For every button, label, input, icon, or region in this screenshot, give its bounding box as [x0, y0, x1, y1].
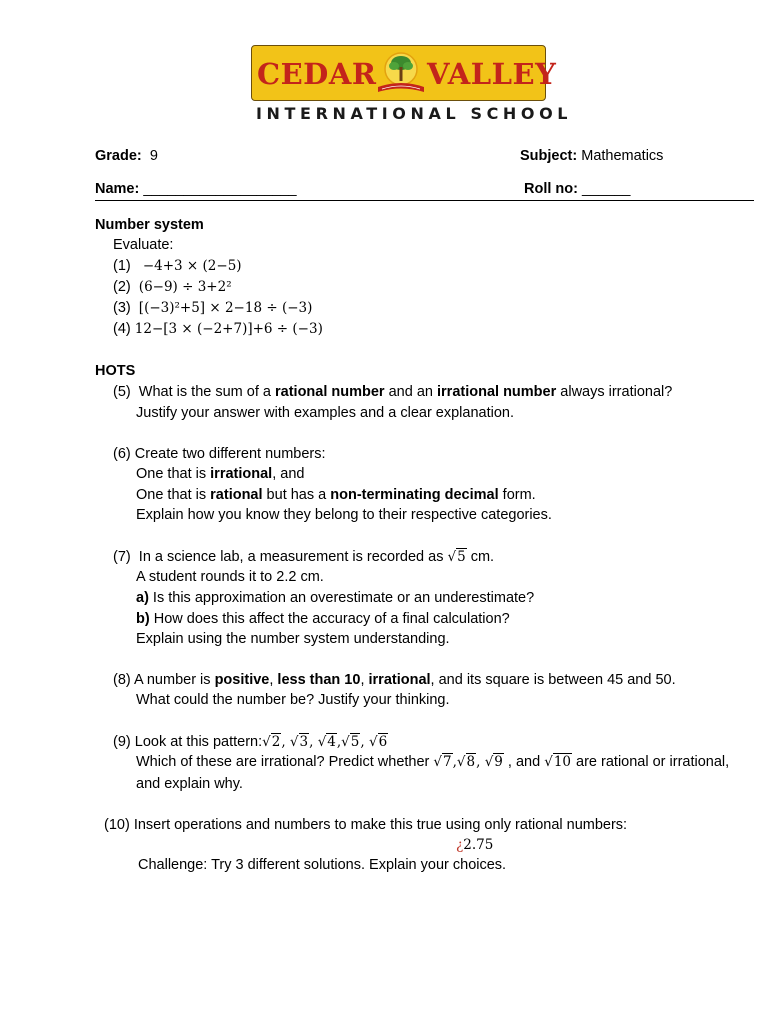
question-6: (6) Create two different numbers:: [113, 446, 326, 462]
math-expression: 12−[3 × (−2+7)]+6 ÷ (−3): [134, 321, 323, 337]
hots-title: HOTS: [95, 363, 136, 379]
question-10-target: [456, 837, 493, 853]
grade-label: Grade:: [95, 148, 142, 164]
tree-emblem-icon: [372, 49, 430, 99]
question-5: (5) What is the sum of a rational number and an irrational number always irrational?: [113, 384, 673, 400]
sqrt-pattern: √2, √3, √4,√5, √6: [262, 734, 388, 750]
question-8: (8) A number is positive, less than 10, irrational, and its square is between 45 and 50.: [113, 672, 676, 688]
school-logo: [251, 45, 557, 101]
question-10-challenge: Challenge: Try 3 different solutions. Explain your choices.: [138, 857, 507, 873]
math-expression: −4+3 × (2−5): [142, 258, 242, 274]
logo-word-right: VALLEY: [427, 57, 557, 91]
question-7-line-2: A student rounds it to 2.2 cm.: [136, 569, 324, 585]
subject-field: [520, 148, 663, 164]
grade-value: 9: [149, 148, 158, 164]
math-expression: (6−9) ÷ 3+2²: [138, 279, 232, 295]
question-6-line-2: One that is irrational, and: [136, 466, 305, 482]
question-10: (10) Insert operations and numbers to make this true using only rational numbers:: [104, 817, 628, 833]
section-instruction: Evaluate:: [113, 237, 174, 253]
question-9-line-2: Which of these are irrational? Predict whether √7,√8, √9 , and √10 are rational or irrational,: [136, 754, 730, 770]
math-expression: [(−3)²+5] × 2−18 ÷ (−3): [138, 300, 313, 316]
target-value: 2.75: [463, 837, 494, 853]
roll-blank: ______: [582, 181, 631, 197]
logo-subtitle: INTERNATIONAL SCHOOL: [256, 104, 573, 123]
subject-value: Mathematics: [581, 148, 664, 164]
grade-field: [95, 148, 158, 164]
question-6-line-3: One that is rational but has a non-terminating decimal form.: [136, 487, 536, 503]
question-7-part-a: a) Is this approximation an overestimate or an underestimate?: [136, 590, 535, 606]
question-8-line-2: What could the number be? Justify your thinking.: [136, 692, 450, 708]
question-5-line-2: Justify your answer with examples and a clear explanation.: [136, 405, 514, 421]
header-divider: [95, 200, 754, 201]
list-item: (2) (6−9) ÷ 3+2²: [113, 279, 232, 295]
section-title: Number system: [95, 217, 204, 233]
name-blank: ___________________: [143, 181, 297, 197]
list-item: (1) −4+3 × (2−5): [113, 258, 242, 274]
name-label: Name:: [95, 181, 140, 197]
roll-field: [524, 181, 630, 197]
subject-label: Subject:: [520, 148, 578, 164]
logo-word-left: CEDAR: [257, 57, 377, 91]
list-item: (3) [(−3)²+5] × 2−18 ÷ (−3): [113, 300, 313, 316]
question-7-part-b: b) How does this affect the accuracy of a final calculation?: [136, 611, 510, 627]
roll-label: Roll no:: [524, 181, 578, 197]
list-item: (4) 12−[3 × (−2+7)]+6 ÷ (−3): [113, 321, 323, 337]
name-field: [95, 181, 297, 197]
question-7: (7) In a science lab, a measurement is recorded as √5 cm.: [113, 549, 495, 565]
question-9-line-3: and explain why.: [136, 776, 243, 792]
unknown-symbol: ¿: [456, 837, 464, 853]
question-7-line-5: Explain using the number system understanding.: [136, 631, 450, 647]
question-9: (9) Look at this pattern:√2, √3, √4,√5, √6: [113, 734, 388, 750]
question-6-line-4: Explain how you know they belong to their respective categories.: [136, 507, 552, 523]
